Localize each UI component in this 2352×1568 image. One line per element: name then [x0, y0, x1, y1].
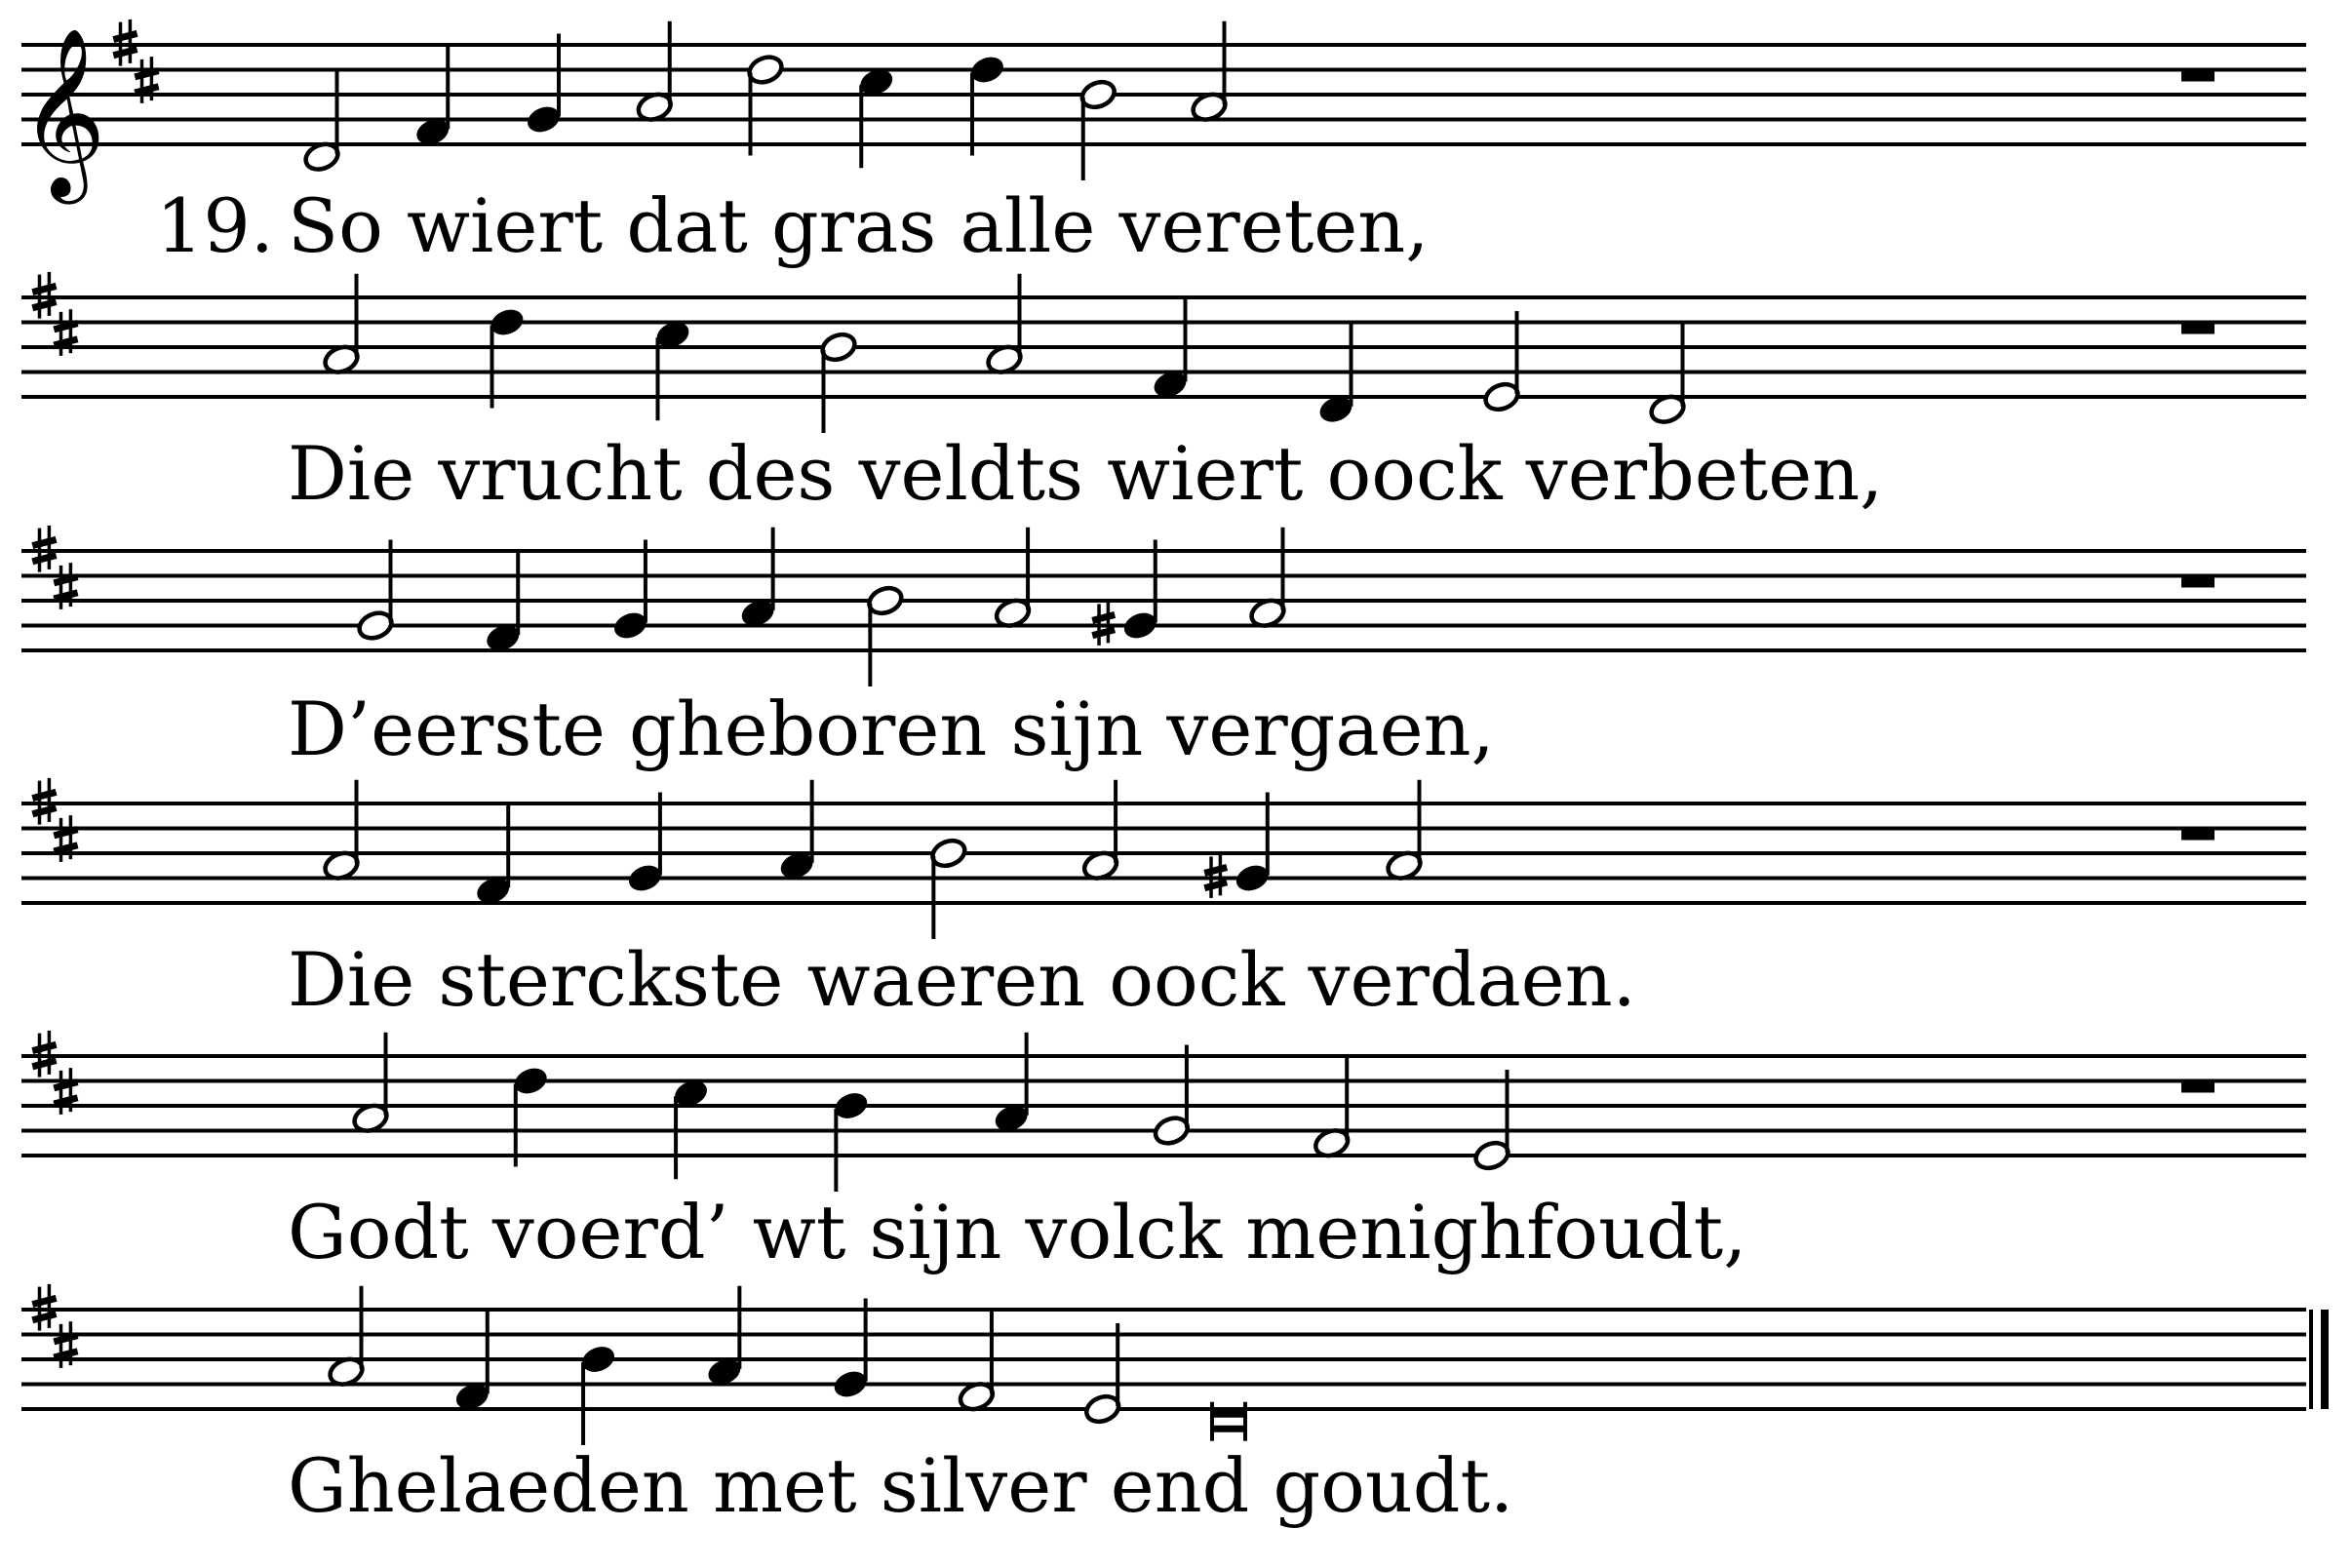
lyric-line: Ghelaeden met silver end goudt. — [288, 1442, 1514, 1529]
staff-system — [21, 778, 2306, 1023]
sharp-accidental-icon — [1092, 602, 1115, 646]
note — [524, 34, 564, 137]
key-sharp-f-icon — [32, 272, 56, 319]
key-sharp-f-icon — [113, 20, 137, 66]
note — [1472, 1070, 1512, 1172]
note — [351, 1033, 391, 1135]
note — [322, 780, 362, 882]
note — [705, 1286, 745, 1389]
note — [856, 65, 896, 168]
final-barline — [2311, 1310, 2329, 1409]
note — [1078, 78, 1118, 180]
staff-system — [21, 1284, 2329, 1529]
note — [322, 274, 362, 376]
note — [327, 1286, 367, 1389]
note — [356, 540, 396, 643]
note — [1482, 311, 1522, 413]
note — [302, 71, 342, 174]
note — [483, 552, 523, 654]
note — [1092, 540, 1159, 646]
note — [1248, 528, 1288, 630]
note — [1204, 793, 1272, 898]
note — [653, 318, 693, 420]
note — [746, 53, 786, 155]
sharp-accidental-icon — [1204, 854, 1227, 898]
note — [957, 1311, 997, 1413]
note — [610, 540, 650, 643]
note — [866, 584, 906, 686]
verse-number: 19. — [156, 182, 274, 269]
key-sharp-f-icon — [32, 778, 56, 825]
note — [832, 1089, 872, 1192]
treble-clef-icon: 𝄞 — [20, 27, 106, 197]
note — [1312, 1057, 1352, 1159]
staff-system — [20, 20, 2306, 269]
key-sharp-f-icon — [32, 526, 56, 572]
whole-rest-icon — [2181, 829, 2215, 841]
note — [412, 46, 452, 148]
whole-rest-icon — [2181, 576, 2215, 588]
note — [831, 1299, 871, 1401]
note — [777, 780, 817, 882]
key-sharp-f-icon — [32, 1031, 56, 1078]
note — [967, 53, 1007, 155]
note — [1385, 780, 1425, 882]
note — [1316, 324, 1356, 426]
note — [635, 21, 675, 124]
note — [473, 804, 513, 907]
lyric-line: D’eerste gheboren sijn vergaen, — [288, 686, 1495, 772]
note — [993, 528, 1033, 630]
lyric-line: Godt voerd’ wt sijn volck menighfoudt, — [288, 1189, 1747, 1275]
note — [1080, 780, 1120, 882]
note — [1151, 298, 1191, 401]
note — [1082, 1323, 1122, 1426]
lyric-line: Die vrucht des veldts wiert oock verbeten, — [288, 430, 1884, 517]
note — [452, 1311, 492, 1413]
note — [819, 331, 859, 433]
whole-rest-icon — [2181, 323, 2215, 334]
note — [578, 1343, 618, 1445]
whole-rest-icon — [2181, 1081, 2215, 1093]
key-sharp-f-icon — [32, 1284, 56, 1331]
note — [992, 1033, 1032, 1135]
lyric-line: So wiert dat gras alle vereten, — [288, 182, 1430, 269]
note — [1152, 1045, 1192, 1148]
note — [1648, 324, 1688, 426]
note — [625, 793, 665, 895]
note — [1190, 21, 1230, 124]
note — [488, 305, 528, 408]
note — [671, 1077, 711, 1179]
lyric-line: Die sterckste waeren oock verdaen. — [288, 936, 1636, 1023]
note — [985, 274, 1025, 376]
whole-rest-icon — [2181, 70, 2215, 82]
staff-system — [21, 526, 2306, 772]
note — [929, 837, 969, 939]
staff-system — [21, 1031, 2306, 1275]
note — [511, 1064, 551, 1166]
staff-system — [21, 272, 2306, 517]
note — [738, 528, 778, 630]
